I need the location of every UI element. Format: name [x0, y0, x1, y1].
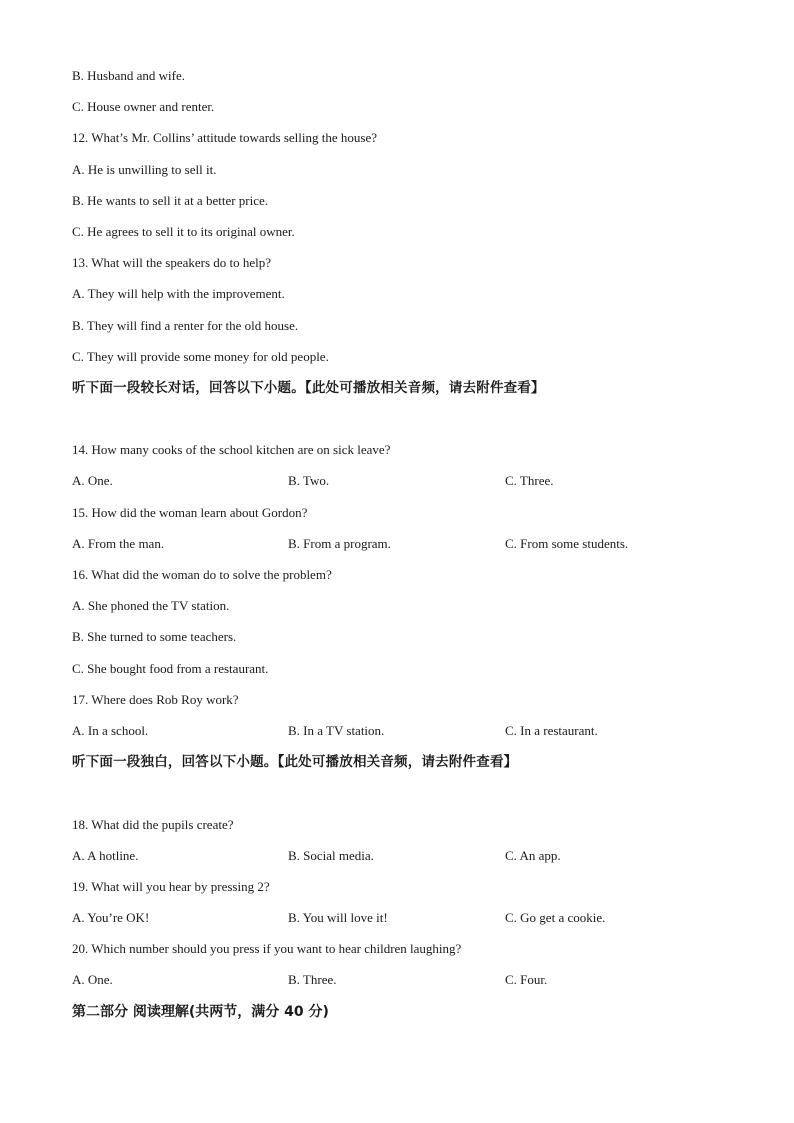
- q19-option-a: A. You’re OK!: [72, 910, 150, 926]
- q14-option-a: A. One.: [72, 473, 113, 489]
- q16-option-a: A. She phoned the TV station.: [72, 598, 230, 614]
- q15-option-a: A. From the man.: [72, 535, 165, 551]
- q20-option-a: A. One.: [72, 972, 113, 988]
- q18-option-a: A. A hotline.: [72, 847, 139, 863]
- q19-question: 19. What will you hear by pressing 2?: [72, 878, 270, 894]
- q15-options: [72, 534, 732, 565]
- q12-option-b: B. He wants to sell it at a better price.: [72, 192, 269, 208]
- section-instruction-monologue: 听下面一段独白，回答以下小题。【此处可播放相关音频，请去附件查看】: [72, 754, 518, 771]
- q13-option-a: A. They will help with the improvement.: [72, 286, 285, 302]
- q17-option-b: B. In a TV station.: [288, 722, 385, 738]
- q14-options: [72, 471, 732, 502]
- q20-option-b: B. Three.: [288, 972, 337, 988]
- q20-question: 20. Which number should you press if you want to hear children laughing?: [72, 941, 462, 957]
- q16-question: 16. What did the woman do to solve the problem?: [72, 567, 332, 582]
- q17-option-a: A. In a school.: [72, 722, 149, 738]
- q11-option-b: B. Husband and wife.: [72, 68, 186, 83]
- q19-option-c: C. Go get a cookie.: [505, 910, 606, 926]
- q15-option-b: B. From a program.: [288, 535, 391, 551]
- q11-option-c: C. House owner and renter.: [72, 99, 215, 115]
- section-spacer: [72, 409, 732, 440]
- q15-option-c: C. From some students.: [505, 535, 629, 551]
- q13-option-c: C. They will provide some money for old people.: [72, 348, 329, 364]
- q19-options: [72, 908, 732, 939]
- q17-option-c: C. In a restaurant.: [505, 722, 598, 738]
- q19-option-b: B. You will love it!: [288, 910, 388, 926]
- q17-question: 17. Where does Rob Roy work?: [72, 691, 239, 707]
- q12-option-c: C. He agrees to sell it to its original owner.: [72, 223, 295, 239]
- section-instruction-dialogue: 听下面一段较长对话，回答以下小题。【此处可播放相关音频，请去附件查看】: [72, 379, 545, 396]
- q13-question: 13. What will the speakers do to help?: [72, 255, 272, 271]
- q18-option-b: B. Social media.: [288, 847, 374, 863]
- q18-question: 18. What did the pupils create?: [72, 816, 234, 832]
- q12-question: 12. What’s Mr. Collins’ attitude towards selling the house?: [72, 130, 377, 146]
- q14-question: 14. How many cooks of the school kitchen are on sick leave?: [72, 442, 391, 458]
- q12-option-a: A. He is unwilling to sell it.: [72, 161, 217, 177]
- section-spacer: [72, 783, 732, 814]
- q18-option-c: C. An app.: [505, 847, 561, 863]
- q15-question: 15. How did the woman learn about Gordon?: [72, 504, 308, 520]
- q14-option-c: C. Three.: [505, 473, 554, 489]
- q20-option-c: C. Four.: [505, 972, 548, 988]
- q16-option-b: B. She turned to some teachers.: [72, 629, 237, 645]
- q14-option-b: B. Two.: [288, 473, 330, 489]
- q13-option-b: B. They will find a renter for the old house.: [72, 317, 299, 333]
- q18-options: [72, 846, 732, 877]
- exam-page: [72, 66, 732, 1033]
- q20-options: [72, 970, 732, 1001]
- q16-option-c: C. She bought food from a restaurant.: [72, 660, 269, 676]
- q17-options: [72, 721, 732, 752]
- part-two-heading: 第二部分 阅读理解(共两节，满分 40 分): [72, 1003, 329, 1020]
